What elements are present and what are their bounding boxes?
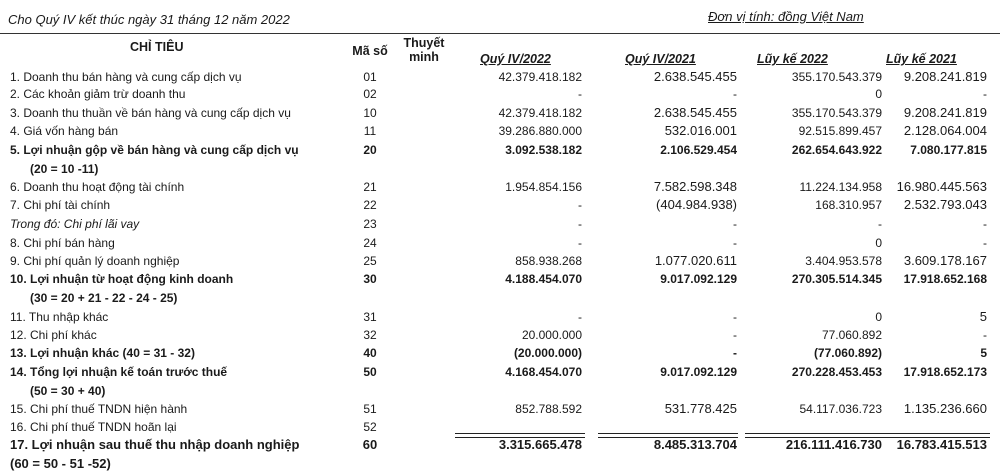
row-label: 16. Chi phí thuế TNDN hoãn lại	[10, 420, 177, 434]
row-label: Trong đó: Chi phí lãi vay	[10, 217, 140, 231]
row-label: 9. Chi phí quản lý doanh nghiệp	[10, 254, 180, 268]
row-label: 7. Chi phí tài chính	[10, 198, 111, 212]
row-label: 12. Chi phí khác	[10, 328, 97, 342]
row-label: 3. Doanh thu thuần về bán hàng và cung cấp dịch vụ	[10, 106, 291, 120]
row-ytd-2022: 77.060.892	[821, 328, 882, 342]
row-q4-2022: 39.286.880.000	[498, 124, 582, 138]
row-code: 22	[363, 198, 377, 212]
row-ytd-2021: -	[983, 217, 987, 231]
row-label: 5. Lợi nhuận gộp về bán hàng và cung cấp dịch vụ	[10, 143, 299, 157]
row-q4-2022: 3.092.538.182	[505, 143, 582, 157]
row-ytd-2021: -	[983, 328, 987, 342]
row-ytd-2021: 9.208.241.819	[903, 69, 987, 84]
row-code: 51	[363, 402, 377, 416]
row-ytd-2021: 2.128.064.004	[903, 123, 987, 138]
row-ytd-2021: 2.532.793.043	[903, 197, 987, 212]
row-q4-2022: -	[578, 87, 582, 101]
row-q4-2021: -	[733, 217, 737, 231]
row-code: 50	[363, 365, 377, 379]
row-code: 10	[363, 106, 377, 120]
row-q4-2021: 9.017.092.129	[660, 365, 737, 379]
row-q4-2022: (20.000.000)	[513, 346, 582, 360]
row-label: 14. Tổng lợi nhuận kế toán trước thuế	[10, 365, 228, 379]
row-ytd-2021: 5	[979, 309, 987, 324]
row-q4-2022: 42.379.418.182	[498, 70, 582, 84]
row-code: 21	[363, 180, 377, 194]
row-ytd-2021: -	[983, 87, 987, 101]
row-q4-2021: 531.778.425	[664, 401, 737, 416]
row-q4-2022: 3.315.665.478	[498, 437, 582, 452]
col-header-ytd-2021: Lũy kế 2021	[886, 52, 957, 66]
row-ytd-2022: 355.170.543.379	[791, 106, 882, 120]
row-q4-2021: 2.106.529.454	[660, 143, 737, 157]
row-q4-2021: (404.984.938)	[656, 197, 737, 212]
row-label: 15. Chi phí thuế TNDN hiện hành	[10, 402, 188, 416]
row-code: 11	[363, 124, 377, 138]
row-q4-2022: 4.188.454.070	[505, 272, 582, 286]
row-q4-2021: 2.638.545.455	[653, 69, 737, 84]
row-ytd-2022: 270.305.514.345	[791, 272, 882, 286]
row-code: 25	[363, 254, 377, 268]
row-ytd-2021: 9.208.241.819	[903, 105, 987, 120]
row-q4-2022: 20.000.000	[521, 328, 582, 342]
currency-unit: Đơn vị tính: đồng Việt Nam	[708, 9, 864, 24]
row-ytd-2022: 11.224.134.958	[799, 180, 882, 194]
row-formula: (30 = 20 + 21 - 22 - 24 - 25)	[30, 291, 178, 305]
row-ytd-2021: 16.980.445.563	[896, 179, 987, 194]
row-q4-2021: 9.017.092.129	[660, 272, 737, 286]
col-header-note-line2: minh	[409, 50, 439, 64]
row-code: 24	[363, 236, 377, 250]
row-code: 40	[363, 346, 377, 360]
row-ytd-2021: 17.918.652.173	[903, 365, 987, 379]
row-ytd-2022: 0	[875, 310, 882, 324]
col-header-q4-2022: Quý IV/2022	[480, 52, 551, 66]
row-ytd-2021: 16.783.415.513	[896, 437, 987, 452]
row-code: 01	[363, 70, 377, 84]
row-q4-2021: 1.077.020.611	[654, 253, 737, 268]
row-q4-2022: -	[578, 236, 582, 250]
row-ytd-2021: 17.918.652.168	[903, 272, 987, 286]
row-code: 30	[363, 272, 377, 286]
row-q4-2021: 7.582.598.348	[653, 179, 737, 194]
row-ytd-2021: 7.080.177.815	[910, 143, 987, 157]
row-label: 4. Giá vốn hàng bán	[10, 124, 119, 138]
row-code: 23	[363, 217, 377, 231]
col-header-note	[398, 36, 450, 64]
row-ytd-2022: 355.170.543.379	[791, 70, 882, 84]
row-q4-2022: 4.168.454.070	[505, 365, 582, 379]
row-q4-2022: 1.954.854.156	[505, 180, 582, 194]
row-code: 60	[362, 437, 378, 452]
row-q4-2021: -	[733, 310, 737, 324]
row-code: 20	[363, 143, 377, 157]
row-ytd-2021: 5	[980, 346, 987, 360]
row-ytd-2022: 270.228.453.453	[791, 365, 882, 379]
row-ytd-2022: 3.404.953.578	[805, 254, 882, 268]
row-q4-2022: 858.938.268	[515, 254, 582, 268]
row-ytd-2022: 216.111.416.730	[785, 437, 882, 452]
row-q4-2022: -	[578, 198, 582, 212]
row-formula: (60 = 50 - 51 -52)	[10, 456, 111, 471]
col-header-q4-2021: Quý IV/2021	[625, 52, 696, 66]
row-formula: (50 = 30 + 40)	[30, 384, 106, 398]
row-q4-2021: 2.638.545.455	[653, 105, 737, 120]
row-label: 10. Lợi nhuận từ hoạt động kinh doanh	[10, 272, 234, 286]
row-q4-2022: -	[578, 310, 582, 324]
row-formula: (20 = 10 -11)	[30, 162, 99, 176]
row-ytd-2022: 92.515.899.457	[798, 124, 882, 138]
col-header-code: Mã số	[352, 44, 388, 58]
period-caption: Cho Quý IV kết thúc ngày 31 tháng 12 năm 2022	[8, 12, 290, 27]
row-ytd-2022: 0	[875, 87, 882, 101]
row-q4-2021: -	[733, 236, 737, 250]
row-ytd-2022: (77.060.892)	[813, 346, 882, 360]
row-code: 02	[363, 87, 377, 101]
row-q4-2021: 532.016.001	[664, 123, 737, 138]
row-q4-2021: -	[733, 328, 737, 342]
header-rule	[0, 33, 1000, 34]
row-code: 32	[363, 328, 377, 342]
row-label: 6. Doanh thu hoạt động tài chính	[10, 180, 185, 194]
col-header-note-line1: Thuyết	[403, 36, 445, 50]
row-label: 2. Các khoản giảm trừ doanh thu	[10, 87, 186, 101]
row-ytd-2022: 0	[875, 236, 882, 250]
row-code: 52	[363, 420, 377, 434]
row-label: 17. Lợi nhuận sau thuế thu nhập doanh nghiệp	[10, 437, 300, 452]
row-q4-2022: -	[578, 217, 582, 231]
row-ytd-2021: 1.135.236.660	[903, 401, 987, 416]
row-ytd-2022: 262.654.643.922	[791, 143, 882, 157]
row-ytd-2022: 54.117.036.723	[799, 402, 882, 416]
row-label: 1. Doanh thu bán hàng và cung cấp dịch vụ	[10, 70, 242, 84]
row-code: 31	[363, 310, 377, 324]
col-header-indicator: CHỈ TIÊU	[130, 40, 184, 54]
col-header-ytd-2022: Lũy kế 2022	[757, 52, 828, 66]
row-label: 11. Thu nhập khác	[10, 310, 109, 324]
row-label: 8. Chi phí bán hàng	[10, 236, 115, 250]
row-ytd-2022: 168.310.957	[815, 198, 882, 212]
row-q4-2022: 852.788.592	[515, 402, 582, 416]
row-q4-2021: -	[733, 87, 737, 101]
row-q4-2021: -	[733, 346, 737, 360]
row-ytd-2021: -	[983, 236, 987, 250]
row-ytd-2022: -	[878, 217, 882, 231]
row-label: 13. Lợi nhuận khác (40 = 31 - 32)	[10, 346, 195, 360]
row-q4-2022: 42.379.418.182	[498, 106, 582, 120]
row-q4-2021: 8.485.313.704	[653, 437, 737, 452]
row-ytd-2021: 3.609.178.167	[903, 253, 987, 268]
